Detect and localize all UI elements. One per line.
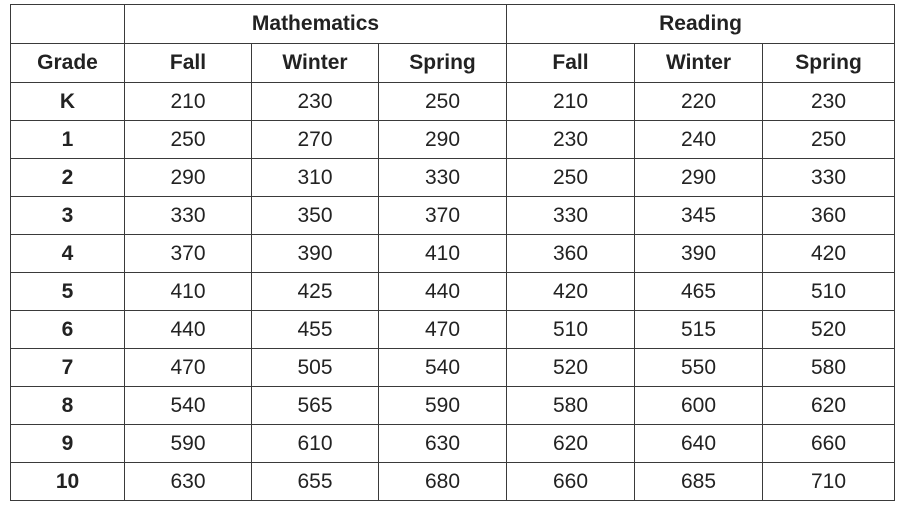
column-header-math-fall: Fall — [125, 44, 252, 83]
math-winter-cell: 610 — [252, 425, 379, 463]
reading-winter-cell: 685 — [635, 463, 763, 501]
table-row — [11, 311, 895, 349]
benchmark-table — [10, 4, 895, 501]
math-fall-cell: 410 — [125, 273, 252, 311]
table-row — [11, 349, 895, 387]
math-spring-cell: 250 — [379, 83, 507, 121]
grade-cell: 8 — [11, 387, 125, 425]
column-header-reading-spring: Spring — [763, 44, 895, 83]
math-spring-cell: 630 — [379, 425, 507, 463]
reading-winter-cell: 550 — [635, 349, 763, 387]
math-winter-cell: 655 — [252, 463, 379, 501]
column-header-math-winter: Winter — [252, 44, 379, 83]
math-fall-cell: 540 — [125, 387, 252, 425]
reading-winter-cell: 640 — [635, 425, 763, 463]
grade-cell: 9 — [11, 425, 125, 463]
reading-winter-cell: 600 — [635, 387, 763, 425]
math-spring-cell: 440 — [379, 273, 507, 311]
reading-spring-cell: 510 — [763, 273, 895, 311]
reading-group-header: Reading — [507, 5, 895, 44]
reading-winter-cell: 390 — [635, 235, 763, 273]
reading-winter-cell: 240 — [635, 121, 763, 159]
reading-spring-cell: 660 — [763, 425, 895, 463]
grade-cell: 5 — [11, 273, 125, 311]
math-fall-cell: 370 — [125, 235, 252, 273]
reading-spring-cell: 710 — [763, 463, 895, 501]
table-row — [11, 235, 895, 273]
math-fall-cell: 210 — [125, 83, 252, 121]
table-row — [11, 159, 895, 197]
math-winter-cell: 230 — [252, 83, 379, 121]
math-spring-cell: 540 — [379, 349, 507, 387]
math-winter-cell: 390 — [252, 235, 379, 273]
math-spring-cell: 410 — [379, 235, 507, 273]
reading-fall-cell: 330 — [507, 197, 635, 235]
reading-spring-cell: 360 — [763, 197, 895, 235]
table-row — [11, 197, 895, 235]
grade-cell: 10 — [11, 463, 125, 501]
reading-winter-cell: 220 — [635, 83, 763, 121]
table-row — [11, 425, 895, 463]
reading-spring-cell: 420 — [763, 235, 895, 273]
reading-fall-cell: 660 — [507, 463, 635, 501]
blank-corner-cell — [11, 5, 125, 44]
grade-cell: 1 — [11, 121, 125, 159]
reading-winter-cell: 465 — [635, 273, 763, 311]
reading-winter-cell: 290 — [635, 159, 763, 197]
table-row — [11, 83, 895, 121]
table-row — [11, 463, 895, 501]
math-spring-cell: 680 — [379, 463, 507, 501]
math-spring-cell: 290 — [379, 121, 507, 159]
column-header-reading-winter: Winter — [635, 44, 763, 83]
grade-cell: K — [11, 83, 125, 121]
math-winter-cell: 505 — [252, 349, 379, 387]
grade-cell: 7 — [11, 349, 125, 387]
grade-cell: 4 — [11, 235, 125, 273]
reading-fall-cell: 520 — [507, 349, 635, 387]
math-winter-cell: 270 — [252, 121, 379, 159]
math-winter-cell: 350 — [252, 197, 379, 235]
reading-fall-cell: 250 — [507, 159, 635, 197]
column-header-row — [11, 44, 895, 83]
reading-fall-cell: 620 — [507, 425, 635, 463]
reading-spring-cell: 580 — [763, 349, 895, 387]
grade-cell: 2 — [11, 159, 125, 197]
reading-fall-cell: 510 — [507, 311, 635, 349]
math-fall-cell: 250 — [125, 121, 252, 159]
grade-cell: 3 — [11, 197, 125, 235]
math-spring-cell: 470 — [379, 311, 507, 349]
reading-fall-cell: 230 — [507, 121, 635, 159]
reading-spring-cell: 330 — [763, 159, 895, 197]
math-winter-cell: 310 — [252, 159, 379, 197]
math-fall-cell: 590 — [125, 425, 252, 463]
math-winter-cell: 455 — [252, 311, 379, 349]
table-row — [11, 121, 895, 159]
reading-fall-cell: 420 — [507, 273, 635, 311]
mathematics-group-header: Mathematics — [125, 5, 507, 44]
reading-spring-cell: 250 — [763, 121, 895, 159]
math-fall-cell: 630 — [125, 463, 252, 501]
table-body — [11, 83, 895, 501]
grade-cell: 6 — [11, 311, 125, 349]
table-row — [11, 387, 895, 425]
group-header-row — [11, 5, 895, 44]
reading-fall-cell: 580 — [507, 387, 635, 425]
reading-spring-cell: 620 — [763, 387, 895, 425]
math-winter-cell: 425 — [252, 273, 379, 311]
reading-fall-cell: 210 — [507, 83, 635, 121]
math-fall-cell: 330 — [125, 197, 252, 235]
reading-spring-cell: 230 — [763, 83, 895, 121]
column-header-reading-fall: Fall — [507, 44, 635, 83]
math-fall-cell: 290 — [125, 159, 252, 197]
column-header-grade: Grade — [11, 44, 125, 83]
reading-winter-cell: 345 — [635, 197, 763, 235]
math-spring-cell: 330 — [379, 159, 507, 197]
math-fall-cell: 470 — [125, 349, 252, 387]
reading-winter-cell: 515 — [635, 311, 763, 349]
reading-spring-cell: 520 — [763, 311, 895, 349]
table-row — [11, 273, 895, 311]
math-spring-cell: 590 — [379, 387, 507, 425]
math-spring-cell: 370 — [379, 197, 507, 235]
math-winter-cell: 565 — [252, 387, 379, 425]
column-header-math-spring: Spring — [379, 44, 507, 83]
math-fall-cell: 440 — [125, 311, 252, 349]
reading-fall-cell: 360 — [507, 235, 635, 273]
